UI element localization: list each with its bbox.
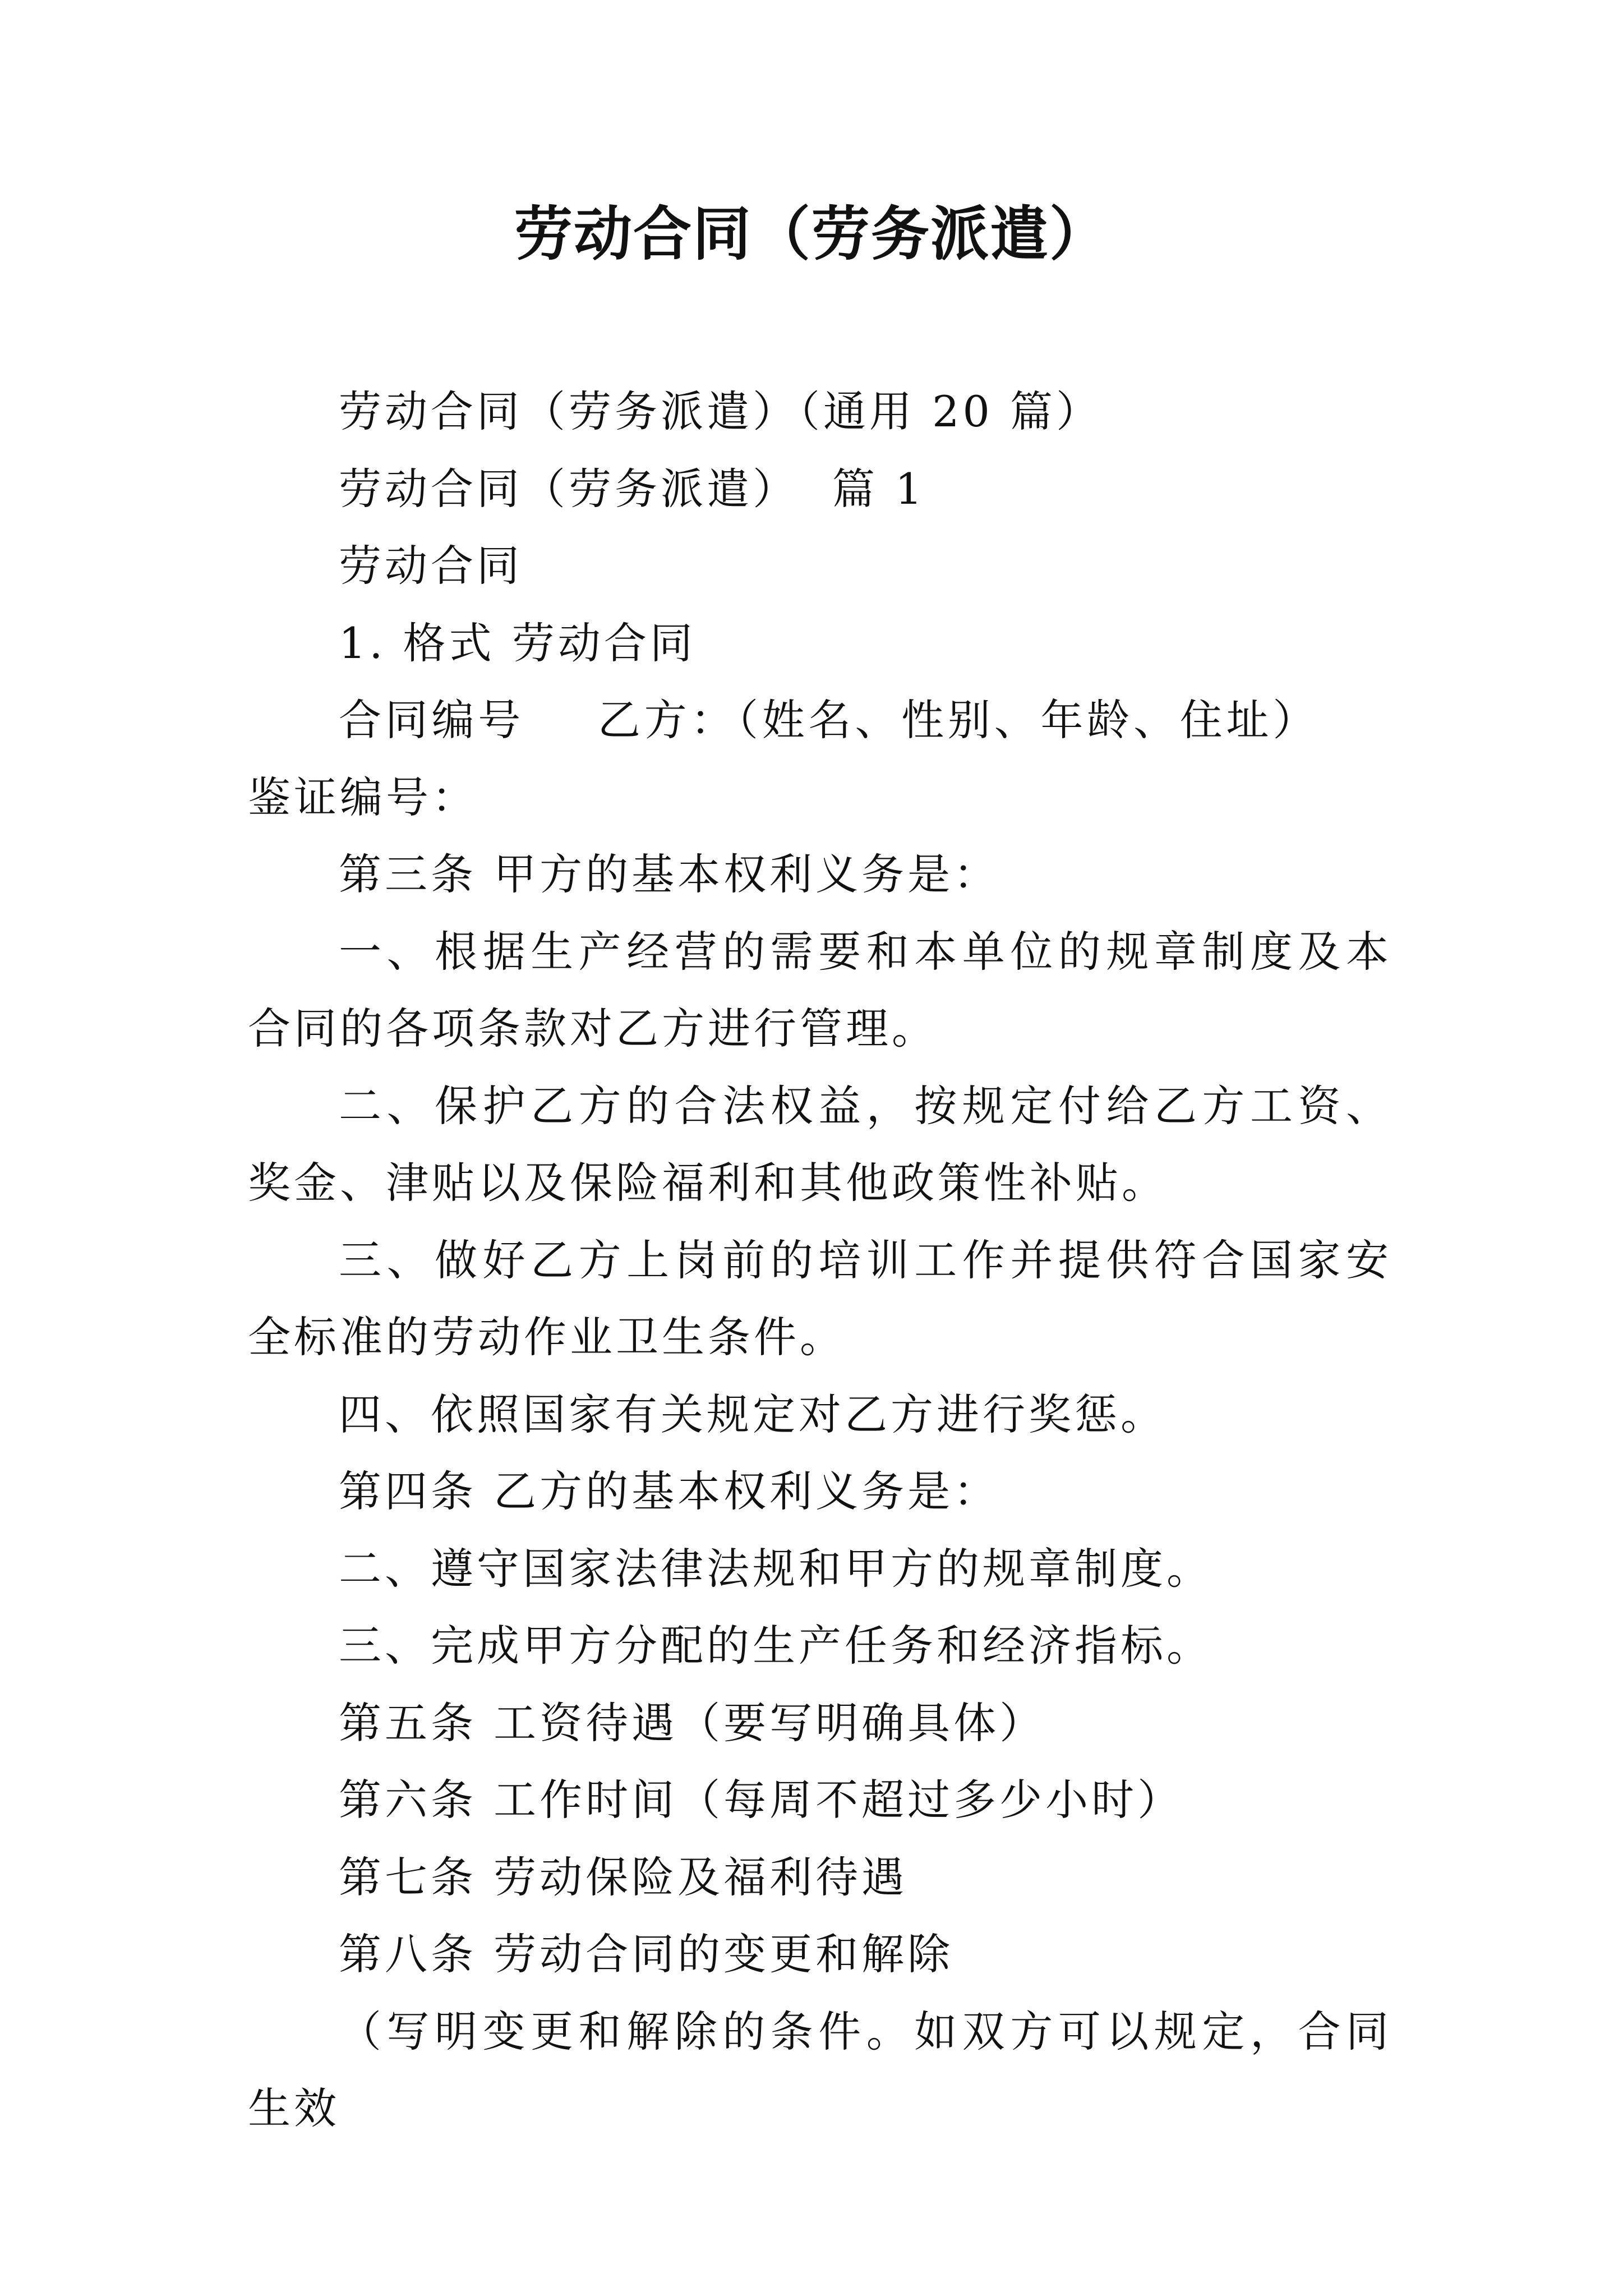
paragraph: 三、做好乙方上岗前的培训工作并提供符合国家安全标准的劳动作业卫生条件。	[248, 1235, 1392, 1362]
paragraph: 四、依照国家有关规定对乙方进行奖惩。	[339, 1389, 1166, 1439]
paragraph: 三、完成甲方分配的生产任务和经济指标。	[339, 1621, 1212, 1671]
paragraph: （写明变更和解除的条件。如双方可以规定，合同生效	[248, 2006, 1392, 2133]
paragraph: 第三条 甲方的基本权利义务是：	[339, 849, 1000, 899]
document-title: 劳动合同（劳务派遣）	[514, 199, 1109, 268]
paragraph	[248, 682, 1392, 836]
paragraph: 二、遵守国家法律法规和甲方的规章制度。	[339, 1543, 1212, 1594]
paragraph	[248, 450, 1392, 528]
paragraph: 劳动合同	[339, 541, 523, 591]
paragraph: 第五条 工资待遇（要写明确具体）	[339, 1697, 1046, 1748]
paragraph: 第八条 劳动合同的变更和解除	[339, 1929, 954, 1979]
paragraph: 第七条 劳动保险及福利待遇	[339, 1852, 908, 1902]
paragraph-part: 乙方：（姓名、性别、年龄、住址）	[597, 695, 1320, 745]
paragraph: 劳动合同（劳务派遣）（通用 20 篇）	[339, 386, 1103, 436]
paragraph-part: 合同编号	[339, 695, 525, 745]
paragraph: 第六条 工作时间（每周不超过多少小时）	[339, 1775, 1184, 1825]
paragraph: 二、保护乙方的合法权益，按规定付给乙方工资、奖金、津贴以及保险福利和其他政策性补贴。	[248, 1080, 1392, 1208]
paragraph: 一、根据生产经营的需要和本单位的规章制度及本合同的各项条款对乙方进行管理。	[248, 926, 1392, 1053]
document-body	[248, 373, 1392, 2147]
paragraph: 第四条 乙方的基本权利义务是：	[339, 1466, 1000, 1516]
paragraph-part: 鉴证编号：	[248, 772, 478, 822]
paragraph-part: 篇 1	[832, 463, 926, 514]
paragraph-part: 劳动合同（劳务派遣）	[339, 463, 799, 514]
paragraph: 1. 格式 劳动合同	[339, 618, 696, 668]
